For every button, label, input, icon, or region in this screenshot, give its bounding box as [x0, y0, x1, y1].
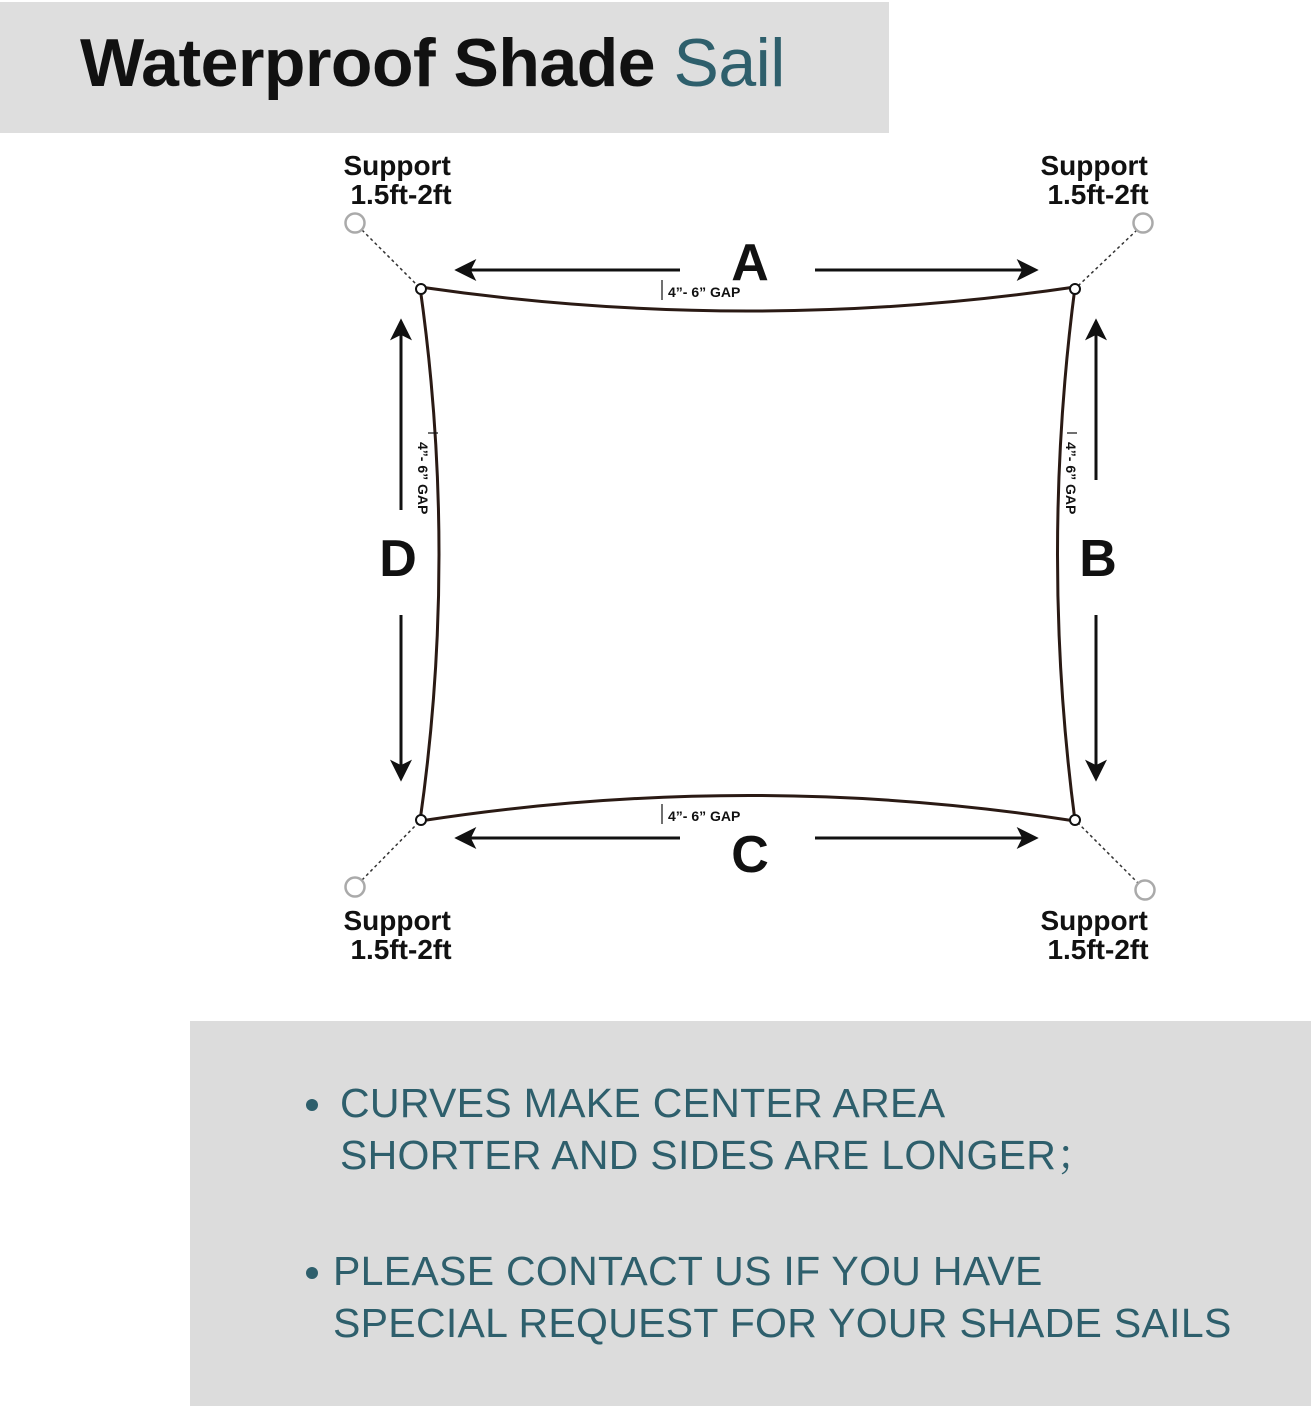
note-item [333, 1245, 1232, 1349]
support-post-top-right [1134, 214, 1153, 233]
gap-label-bottom: 4”- 6” GAP [668, 808, 741, 824]
note-item [340, 1077, 1098, 1181]
side-label-b: B [1079, 530, 1117, 588]
note-line: SHORTER AND SIDES ARE LONGER； [340, 1132, 1098, 1178]
sail-outline [420, 287, 1075, 821]
support-label-top-left: Support 1.5ft-2ft [343, 150, 452, 210]
bullet-icon [306, 1099, 318, 1111]
note-line: SPECIAL REQUEST FOR YOUR SHADE SAILS [333, 1300, 1232, 1346]
side-label-a: A [731, 234, 769, 292]
tension-lines [362, 230, 1139, 884]
title-main: Waterproof Shade [80, 25, 656, 101]
corner-ring-top-right [1070, 284, 1080, 294]
support-label-top-right: Support 1.5ft-2ft [1040, 150, 1149, 210]
title-accent: Sail [673, 25, 785, 101]
gap-label-top: 4”- 6” GAP [668, 284, 741, 300]
corner-ring-bottom-right [1070, 815, 1080, 825]
gap-label-left: 4”- 6” GAP [415, 442, 431, 515]
corner-ring-bottom-left [416, 815, 426, 825]
note-line: PLEASE CONTACT US IF YOU HAVE [333, 1248, 1043, 1294]
support-post-top-left [346, 214, 365, 233]
support-label-bottom-right: Support 1.5ft-2ft [1040, 905, 1149, 965]
side-label-d: D [379, 530, 417, 588]
corner-ring-top-left [416, 284, 426, 294]
support-post-bottom-left [346, 878, 365, 897]
gap-label-right: 4”- 6” GAP [1063, 442, 1079, 515]
support-label-bottom-left: Support 1.5ft-2ft [343, 905, 452, 965]
note-line: CURVES MAKE CENTER AREA [340, 1080, 946, 1126]
side-label-c: C [731, 826, 769, 884]
bullet-icon [306, 1267, 318, 1279]
support-post-bottom-right [1136, 881, 1155, 900]
notes-panel [190, 1021, 1311, 1406]
